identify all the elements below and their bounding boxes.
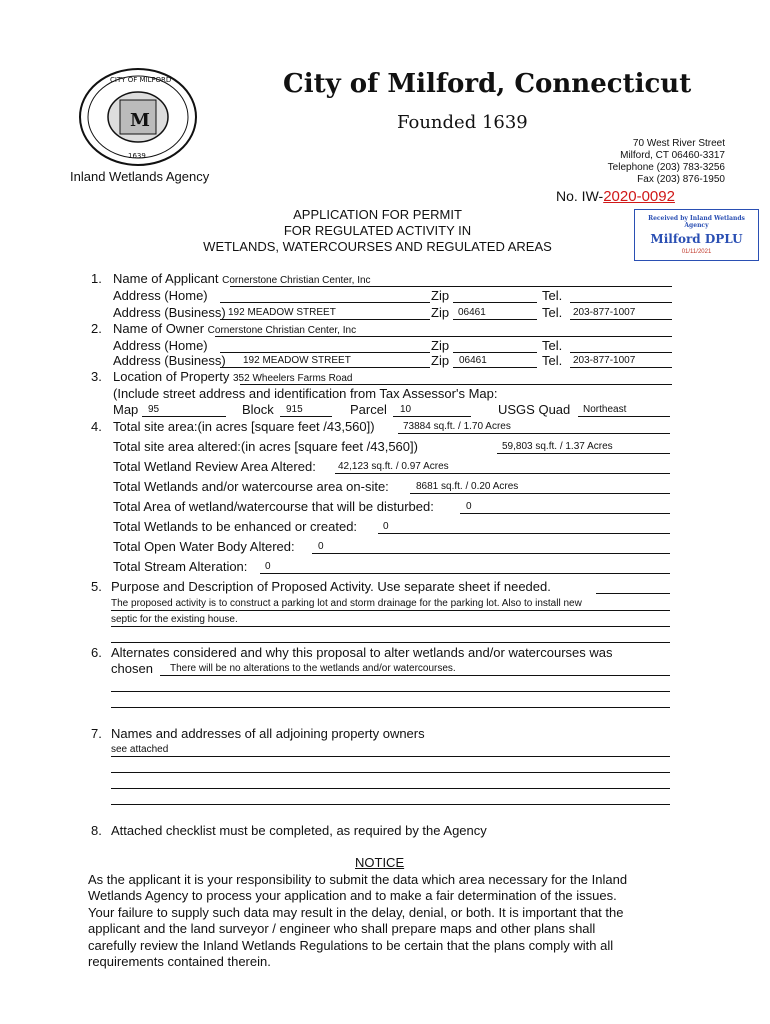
- agency-name: Inland Wetlands Agency: [70, 169, 210, 184]
- openwater-label: Total Open Water Body Altered:: [113, 539, 295, 554]
- wetlands-label: Total Wetlands and/or watercourse area on-site:: [113, 479, 389, 494]
- item-number: 6.: [91, 645, 102, 660]
- item-number: 4.: [91, 419, 102, 434]
- item-number: 7.: [91, 726, 102, 741]
- zip-label: Zip: [431, 353, 450, 368]
- applicant-label: Name of Applicant Cornerstone Christian Center, Inc: [113, 271, 371, 286]
- block-label: Block: [242, 402, 274, 417]
- enhanced-label: Total Wetlands to be enhanced or created:: [113, 519, 358, 534]
- adjoining-owners-value: see attached: [111, 744, 169, 755]
- tel-label: Tel.: [542, 305, 563, 320]
- usgs-label: USGS Quad: [498, 402, 571, 417]
- applicant-tel-value: 203-877-1007: [573, 307, 636, 318]
- review-value: 42,123 sq.ft. / 0.97 Acres: [338, 461, 449, 472]
- parcel-value: 10: [400, 404, 412, 415]
- purpose-line-2: septic for the existing house.: [111, 614, 238, 625]
- adjoining-owners-label: Names and addresses of all adjoining property owners: [111, 726, 425, 741]
- applicant-business-label: Address (Business): [113, 305, 226, 320]
- applicant-business-value: 192 MEADOW STREET: [228, 307, 336, 318]
- site-area-value: 73884 sq.ft. / 1.70 Acres: [403, 421, 511, 432]
- svg-text:M: M: [130, 110, 150, 131]
- map-label: Map: [113, 402, 139, 417]
- alternates-value: There will be no alterations to the wetlands and/or watercourses.: [170, 663, 456, 674]
- disturbed-label: Total Area of wetland/watercourse that will be disturbed:: [113, 499, 434, 514]
- purpose-label: Purpose and Description of Proposed Activity. Use separate sheet if needed.: [111, 579, 551, 594]
- owner-tel-value: 203-877-1007: [573, 355, 636, 366]
- seal-year: 1639: [128, 152, 146, 160]
- tel-label: Tel.: [542, 353, 563, 368]
- owner-business-label: Address (Business): [113, 353, 226, 368]
- openwater-value: 0: [318, 541, 324, 552]
- block-value: 915: [286, 404, 303, 415]
- owner-business-value: 192 MEADOW STREET: [243, 355, 351, 366]
- wetlands-value: 8681 sq.ft. / 0.20 Acres: [416, 481, 519, 492]
- item-number: 3.: [91, 369, 102, 384]
- location-label: Location of Property 352 Wheelers Farms Road: [113, 369, 353, 384]
- item-number: 1.: [91, 271, 102, 286]
- altered-label: Total site area altered:(in acres [square feet /43,560]): [113, 439, 418, 454]
- owner-zip-value: 06461: [459, 355, 487, 366]
- seal-top-text: CITY OF MILFORD: [110, 76, 172, 84]
- notice-text: As the applicant it is your responsibility to submit the data which area necessary for the Inland Wetlands Agency to process your application and to make a fair determination of the issues. Your failure to supply such data may result in the delay, denial, or both. It is important that the applicant and the land surveyor / engineer who shall prepare maps and other plans shall carefully review the Inland Wetlands Regulations to be certain that the plans comply with all requirements contained therein.: [88, 872, 628, 970]
- applicant-zip-value: 06461: [458, 307, 486, 318]
- owner-label: Name of Owner Cornerstone Christian Center, Inc: [113, 321, 357, 336]
- alternates-label-2: chosen: [111, 661, 153, 676]
- checklist-label: Attached checklist must be completed, as required by the Agency: [111, 823, 487, 838]
- location-note: (Include street address and identification from Tax Assessor's Map:: [113, 386, 498, 401]
- altered-value: 59,803 sq.ft. / 1.37 Acres: [502, 441, 613, 452]
- notice-heading: NOTICE: [355, 855, 405, 870]
- site-area-label: Total site area:(in acres [square feet /43,560]): [113, 419, 375, 434]
- item-number: 2.: [91, 321, 102, 336]
- review-label: Total Wetland Review Area Altered:: [113, 459, 316, 474]
- agency-address: 70 West River Street Milford, CT 06460-3317 Telephone (203) 783-3256 Fax (203) 876-1950: [607, 138, 725, 185]
- tel-label: Tel.: [542, 288, 563, 303]
- enhanced-value: 0: [383, 521, 389, 532]
- tel-label: Tel.: [542, 338, 563, 353]
- permit-number: No. IW-2020-0092: [556, 188, 675, 205]
- city-seal: [76, 66, 200, 168]
- page-title: City of Milford, Connecticut: [283, 69, 692, 99]
- applicant-home-label: Address (Home): [113, 288, 208, 303]
- zip-label: Zip: [431, 288, 450, 303]
- item-number: 5.: [91, 579, 102, 594]
- stream-value: 0: [265, 561, 271, 572]
- applicant-value: Cornerstone Christian Center, Inc: [222, 275, 371, 286]
- location-value: 352 Wheelers Farms Road: [232, 373, 353, 384]
- usgs-value: Northeast: [583, 404, 627, 415]
- stream-label: Total Stream Alteration:: [113, 559, 248, 574]
- zip-label: Zip: [431, 305, 450, 320]
- alternates-label: Alternates considered and why this proposal to alter wetlands and/or watercourses was: [111, 645, 613, 660]
- item-number: 8.: [91, 823, 102, 838]
- founded-text: Founded 1639: [397, 112, 528, 133]
- application-title: APPLICATION FOR PERMIT FOR REGULATED ACTIVITY IN WETLANDS, WATERCOURSES AND REGULATED AREAS: [203, 207, 552, 254]
- disturbed-value: 0: [466, 501, 472, 512]
- received-stamp: Received by Inland Wetlands Agency Milford DPLU 01/11/2021: [634, 209, 759, 261]
- zip-label: Zip: [431, 338, 450, 353]
- parcel-label: Parcel: [350, 402, 387, 417]
- owner-value: Cornerstone Christian Center, Inc: [207, 325, 357, 336]
- map-value: 95: [148, 404, 160, 415]
- purpose-line-1: The proposed activity is to construct a parking lot and storm drainage for the parking lot. Also to install new: [111, 598, 582, 609]
- owner-home-label: Address (Home): [113, 338, 208, 353]
